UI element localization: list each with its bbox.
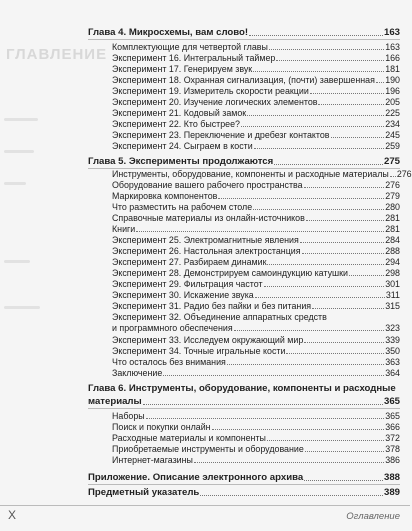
toc-leader-dots <box>305 451 384 452</box>
toc-entry-page: 225 <box>385 108 400 118</box>
toc-section-entry <box>112 179 400 190</box>
toc-leader-dots <box>253 71 384 72</box>
toc-entry-page: 288 <box>385 246 400 256</box>
toc-entry-title: Справочные материалы из онлайн-источников <box>112 213 305 223</box>
toc-section-entry <box>112 267 400 278</box>
toc-entry-title: Эксперимент 21. Кодовый замок <box>112 108 247 118</box>
toc-entry-page: 301 <box>385 279 400 289</box>
toc-section-entry <box>112 129 400 140</box>
toc-entry-page: 166 <box>385 53 400 63</box>
toc-leader-dots <box>234 330 385 331</box>
toc-leader-dots <box>212 429 385 430</box>
toc-entry-title: Приложение. Описание электронного архива <box>88 472 304 483</box>
toc-leader-dots <box>136 231 384 232</box>
toc-leader-dots <box>143 404 383 405</box>
toc-leader-dots <box>241 126 384 127</box>
toc-leader-dots <box>276 60 384 61</box>
toc-entry-title: Эксперимент 22. Кто быстрее? <box>112 119 240 129</box>
toc-entry-page: 284 <box>385 235 400 245</box>
toc-entry-page: 388 <box>383 472 400 483</box>
toc-leader-dots <box>269 49 384 50</box>
toc-entry-title: Эксперимент 24. Сыграем в кости <box>112 141 253 151</box>
toc-section-entry <box>112 367 400 378</box>
toc-entry-page: 190 <box>385 75 400 85</box>
toc-entry-title: Глава 4. Микросхемы, вам слово! <box>88 27 249 38</box>
toc-chapter-entry <box>88 26 400 38</box>
toc-leader-dots <box>304 342 384 343</box>
toc-leader-dots <box>227 364 384 365</box>
toc-entry-title: Комплектующие для четвертой главы <box>112 42 268 52</box>
toc-section-entry <box>112 107 400 118</box>
toc-leader-dots <box>312 308 384 309</box>
toc-entry-page: 365 <box>383 396 400 407</box>
toc-section-entry <box>112 278 400 289</box>
toc-entry-page: 259 <box>385 141 400 151</box>
toc-entry-page: 315 <box>385 301 400 311</box>
toc-section-entry <box>112 212 400 223</box>
toc-entry-title: Эксперимент 18. Охранная сигнализация, (почти) завершенная <box>112 75 375 85</box>
toc-leader-dots <box>300 242 384 243</box>
toc-leader-dots <box>247 115 384 116</box>
toc-chapter-entry <box>88 395 400 407</box>
toc-section-entry <box>112 256 400 267</box>
toc-leader-dots <box>349 275 384 276</box>
toc-entry-page: 234 <box>385 119 400 129</box>
toc-section-entry <box>112 96 400 107</box>
toc-entry-title: Эксперимент 26. Настольная электростанция <box>112 246 301 256</box>
toc-entry-title: Оборудование вашего рабочего пространства <box>112 180 303 190</box>
toc-entry-title: Эксперимент 32. Объединение аппаратных средств <box>112 312 327 322</box>
toc-leader-dots <box>304 187 385 188</box>
toc-section-entry <box>112 74 400 85</box>
toc-entry-page: 163 <box>383 27 400 38</box>
toc-entry-title: Что осталось без внимания <box>112 357 226 367</box>
chapter-rule <box>88 39 400 40</box>
toc-section-entry <box>112 118 400 129</box>
toc-entry-title: Эксперимент 33. Исследуем окружающий мир <box>112 335 304 345</box>
toc-section-entry <box>112 201 400 212</box>
toc-leader-dots <box>274 164 383 165</box>
toc-entry-page: 364 <box>385 368 400 378</box>
toc-section-entry <box>112 41 400 52</box>
toc-section-entry <box>112 245 400 256</box>
toc-entry-title: Эксперимент 34. Точные игральные кости <box>112 346 286 356</box>
toc-leader-dots <box>200 495 383 496</box>
toc-entry-page: 339 <box>385 335 400 345</box>
toc-section-entry <box>112 421 400 432</box>
toc-entry-title: Эксперимент 27. Разбираем динамик <box>112 257 267 267</box>
toc-entry-page: 181 <box>385 64 400 74</box>
toc-leader-dots <box>306 220 384 221</box>
toc-section-entry <box>112 63 400 74</box>
toc-entry-title: Эксперимент 29. Фильтрация частот <box>112 279 263 289</box>
toc-chapter-entry <box>88 155 400 167</box>
toc-entry-page: 245 <box>385 130 400 140</box>
toc-entry-title: Поиск и покупки онлайн <box>112 422 211 432</box>
page-number: X <box>8 508 17 522</box>
footer-rule <box>0 505 410 506</box>
toc-section-entry <box>112 443 400 454</box>
toc-section-entry <box>112 190 400 201</box>
toc-leader-dots <box>318 104 384 105</box>
chapter-rule <box>88 484 400 485</box>
toc-entry-title: Эксперимент 17. Генерируем звук <box>112 64 253 74</box>
toc-entry-title: Наборы <box>112 411 145 421</box>
toc-entry-page: 205 <box>385 97 400 107</box>
running-title: Оглавление <box>346 511 400 522</box>
toc-leader-dots <box>146 418 385 419</box>
toc-entry-page: 281 <box>385 224 400 234</box>
toc-section-entry <box>112 311 400 322</box>
toc-entry-page: 323 <box>385 323 400 333</box>
toc-section-entry <box>112 168 412 179</box>
toc-entry-title: Эксперимент 20. Изучение логических элементов <box>112 97 318 107</box>
toc-section-entry <box>112 234 400 245</box>
toc-section-entry <box>112 289 400 300</box>
toc-section-entry <box>112 334 400 345</box>
toc-leader-dots <box>163 375 384 376</box>
toc-section-entry <box>112 52 400 63</box>
toc-section-entry <box>112 85 400 96</box>
toc-entry-page: 363 <box>385 357 400 367</box>
toc-section-entry <box>112 223 400 234</box>
toc-section-entry <box>112 300 400 311</box>
toc-chapter-entry <box>88 471 400 483</box>
toc-leader-dots <box>390 176 396 177</box>
toc-entry-page: 372 <box>385 433 400 443</box>
toc-entry-title: и программного обеспечения <box>112 323 233 333</box>
toc-leader-dots <box>255 297 385 298</box>
toc-leader-dots <box>304 480 383 481</box>
toc-leader-dots <box>302 253 385 254</box>
toc-leader-dots <box>286 353 384 354</box>
toc-entry-page: 378 <box>385 444 400 454</box>
toc-entry-title: Эксперимент 28. Демонстрируем самоиндукцию катушки <box>112 268 348 278</box>
toc-entry-page: 281 <box>385 213 400 223</box>
toc-entry-title: Интернет-магазины <box>112 455 193 465</box>
toc-entry-title: Эксперимент 23. Переключение и дребезг контактов <box>112 130 330 140</box>
toc-entry-title: Маркировка компонентов <box>112 191 218 201</box>
toc-entry-page: 279 <box>385 191 400 201</box>
toc-entry-page: 298 <box>385 268 400 278</box>
toc-entry-page: 294 <box>385 257 400 267</box>
toc-entry-title: Расходные материалы и компоненты <box>112 433 266 443</box>
background-bleed-heading: ГЛАВЛЕНИЕ <box>6 46 108 63</box>
toc-entry-title: Инструменты, оборудование, компоненты и расходные материалы <box>112 169 389 179</box>
toc-entry-page: 386 <box>385 455 400 465</box>
toc-leader-dots <box>267 440 384 441</box>
toc-leader-dots <box>267 264 384 265</box>
toc-entry-title: Что разместить на рабочем столе <box>112 202 253 212</box>
toc-entry-title: Эксперимент 31. Радио без пайки и без питания <box>112 301 312 311</box>
toc-section-entry <box>112 432 400 443</box>
toc-entry-title: Приобретаемые инструменты и оборудование <box>112 444 304 454</box>
toc-section-entry <box>112 410 400 421</box>
toc-entry-page: 389 <box>383 487 400 498</box>
toc-leader-dots <box>254 148 385 149</box>
toc-entry-title: Предметный указатель <box>88 487 200 498</box>
toc-entry-title: Книги <box>112 224 136 234</box>
toc-leader-dots <box>249 35 383 36</box>
toc-leader-dots <box>331 137 385 138</box>
toc-entry-page: 163 <box>385 42 400 52</box>
toc-leader-dots <box>376 82 384 83</box>
toc-entry-page: 280 <box>385 202 400 212</box>
toc-entry-page: 196 <box>385 86 400 96</box>
toc-entry-title: материалы <box>88 396 142 407</box>
toc-entry-title: Глава 6. Инструменты, оборудование, компоненты и расходные <box>88 383 396 394</box>
toc-leader-dots <box>310 93 384 94</box>
toc-section-entry <box>112 345 400 356</box>
toc-section-entry <box>112 140 400 151</box>
toc-entry-title: Эксперимент 30. Искажение звука <box>112 290 254 300</box>
toc-section-entry <box>112 356 400 367</box>
toc-section-entry <box>112 454 400 465</box>
toc-leader-dots <box>264 286 385 287</box>
toc-entry-title: Эксперимент 25. Электромагнитные явления <box>112 235 299 245</box>
toc-entry-page: 350 <box>385 346 400 356</box>
toc-entry-page: 365 <box>385 411 400 421</box>
toc-entry-title: Глава 5. Эксперименты продолжаются <box>88 156 274 167</box>
toc-entry-page: 366 <box>385 422 400 432</box>
toc-entry-title: Заключение <box>112 368 163 378</box>
toc-chapter-entry <box>88 486 400 498</box>
toc-entry-title: Эксперимент 19. Измеритель скорости реакции <box>112 86 309 96</box>
toc-leader-dots <box>253 209 384 210</box>
toc-entry-page: 276 <box>396 169 412 179</box>
toc-entry-page: 276 <box>385 180 400 190</box>
toc-entry-page: 311 <box>385 290 400 300</box>
toc-entry-page: 275 <box>383 156 400 167</box>
chapter-rule <box>88 408 400 409</box>
toc-chapter-entry <box>88 382 400 394</box>
toc-section-entry <box>112 322 400 333</box>
toc-leader-dots <box>194 462 384 463</box>
toc-leader-dots <box>218 198 384 199</box>
toc-entry-title: Эксперимент 16. Интегральный таймер <box>112 53 276 63</box>
